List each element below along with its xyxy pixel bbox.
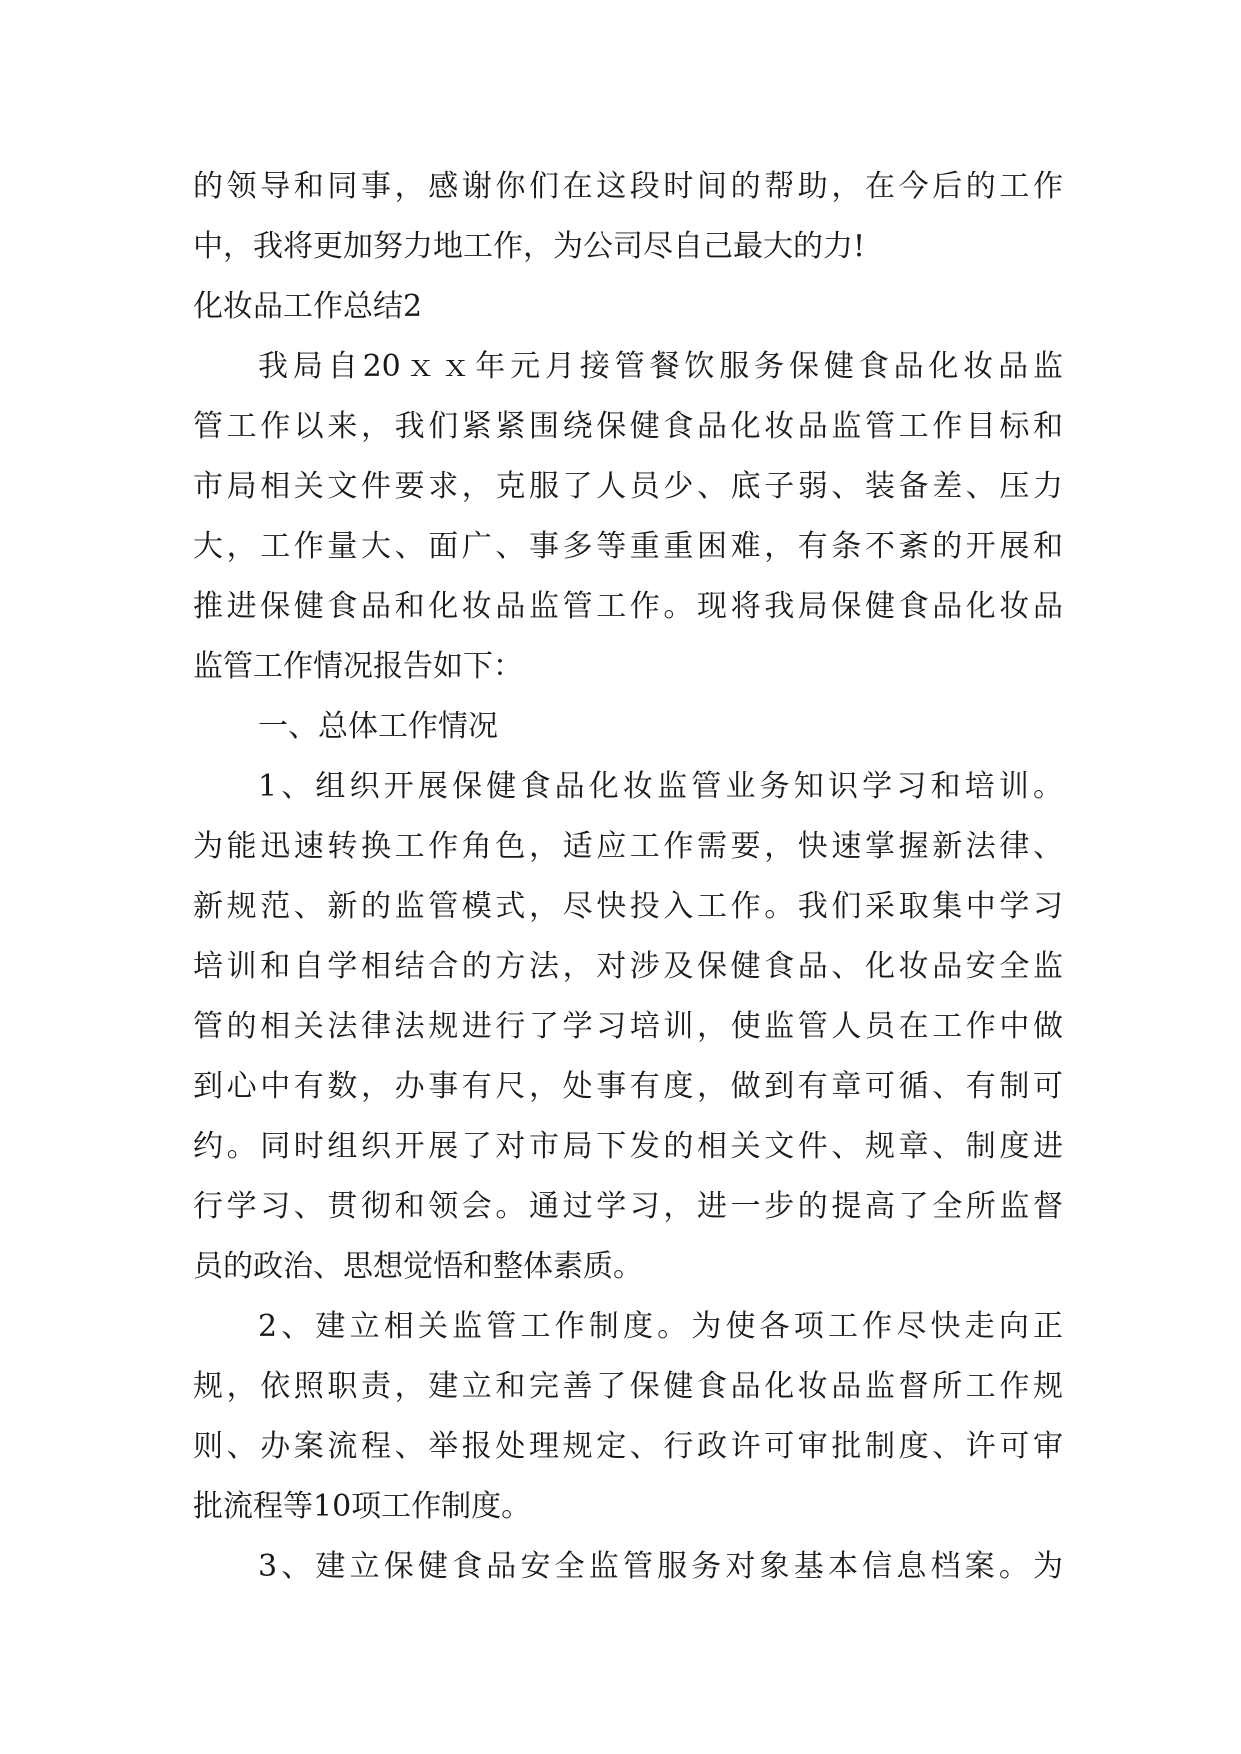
text-line: 批流程等10项工作制度。 — [193, 1489, 532, 1524]
text-line: 培训和自学相结合的方法，对涉及保健食品、化妆品安全监 — [193, 949, 1063, 984]
text-line: 则、办案流程、举报处理规定、行政许可审批制度、许可审 — [193, 1429, 1063, 1464]
text-line: 新规范、新的监管模式，尽快投入工作。我们采取集中学习 — [193, 889, 1063, 924]
text-line: 管的相关法律法规进行了学习培训，使监管人员在工作中做 — [193, 1009, 1063, 1044]
text-line: 市局相关文件要求，克服了人员少、底子弱、装备差、压力 — [193, 469, 1063, 504]
text-line: 约。同时组织开展了对市局下发的相关文件、规章、制度进 — [193, 1129, 1063, 1164]
text-line: 3、建立保健食品安全监管服务对象基本信息档案。为 — [258, 1549, 1063, 1584]
text-line: 监管工作情况报告如下： — [193, 649, 523, 684]
section-heading: 化妆品工作总结2 — [193, 289, 423, 324]
subheading: 一、总体工作情况 — [258, 709, 498, 744]
text-line: 2、建立相关监管工作制度。为使各项工作尽快走向正 — [258, 1309, 1063, 1344]
text-line: 员的政治、思想觉悟和整体素质。 — [193, 1249, 643, 1284]
text-line: 的领导和同事，感谢你们在这段时间的帮助，在今后的工作 — [193, 169, 1063, 204]
text-line: 推进保健食品和化妆品监管工作。现将我局保健食品化妆品 — [193, 589, 1063, 624]
text-line: 到心中有数，办事有尺，处事有度，做到有章可循、有制可 — [193, 1069, 1063, 1104]
text-line: 我局自20ｘｘ年元月接管餐饮服务保健食品化妆品监 — [258, 349, 1063, 384]
text-line: 规，依照职责，建立和完善了保健食品化妆品监督所工作规 — [193, 1369, 1063, 1404]
document-body — [193, 157, 1063, 1597]
text-line: 为能迅速转换工作角色，适应工作需要，快速掌握新法律、 — [193, 829, 1063, 864]
text-line: 1、组织开展保健食品化妆监管业务知识学习和培训。 — [258, 769, 1063, 804]
text-line: 行学习、贯彻和领会。通过学习，进一步的提高了全所监督 — [193, 1189, 1063, 1224]
text-line: 中，我将更加努力地工作，为公司尽自己最大的力! — [193, 229, 866, 264]
text-line: 大，工作量大、面广、事多等重重困难，有条不紊的开展和 — [193, 529, 1063, 564]
text-line: 管工作以来，我们紧紧围绕保健食品化妆品监管工作目标和 — [193, 409, 1063, 444]
